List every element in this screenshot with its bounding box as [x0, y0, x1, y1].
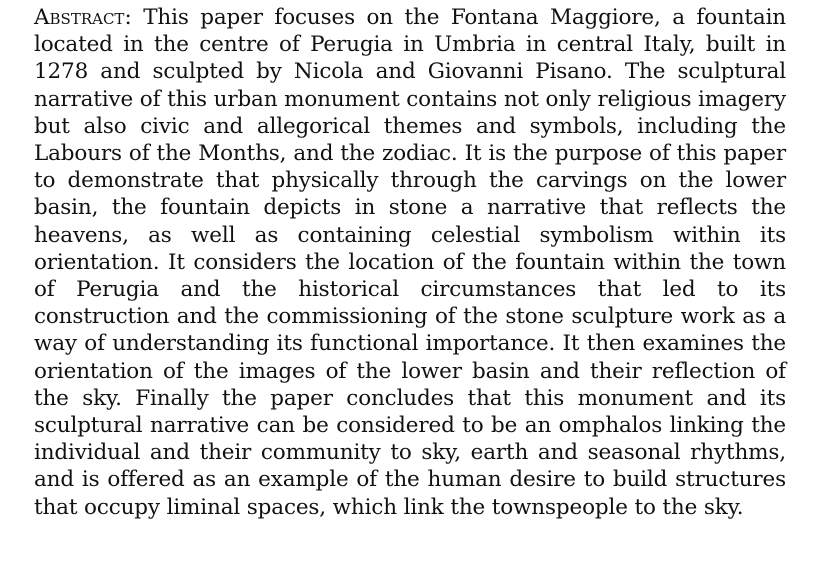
- abstract-paragraph: [34, 4, 786, 521]
- abstract-text: This paper focuses on the Fontana Maggiore, a fountain located in the centre of Perugia in Umbria in central Italy, built in 1278 and sculpted by Nicola and Giovanni Pisano. The sculptural narrative of this urban monument contains not only religious imagery but also civic and allegorical themes and symbols, including the Labours of the Months, and the zodiac. It is the purpose of this paper to demonstrate that physically through the carvings on the lower basin, the fountain depicts in stone a narrative that reflects the heavens, as well as containing celestial symbolism within its orientation. It considers the location of the fountain within the town of Perugia and the historical circumstances that led to its construction and the commissioning of the stone sculpture work as a way of understanding its functional importance. It then examines the orientation of the images of the lower basin and their reflection of the sky. Finally the paper concludes that this monument and its sculptural narrative can be considered to be an omphalos linking the individual and their community to sky, earth and seasonal rhythms, and is offered as an example of the human desire to build structures that occupy liminal spaces, which link the townspeople to the sky.: [34, 5, 786, 520]
- abstract-label: Abstract:: [34, 5, 132, 30]
